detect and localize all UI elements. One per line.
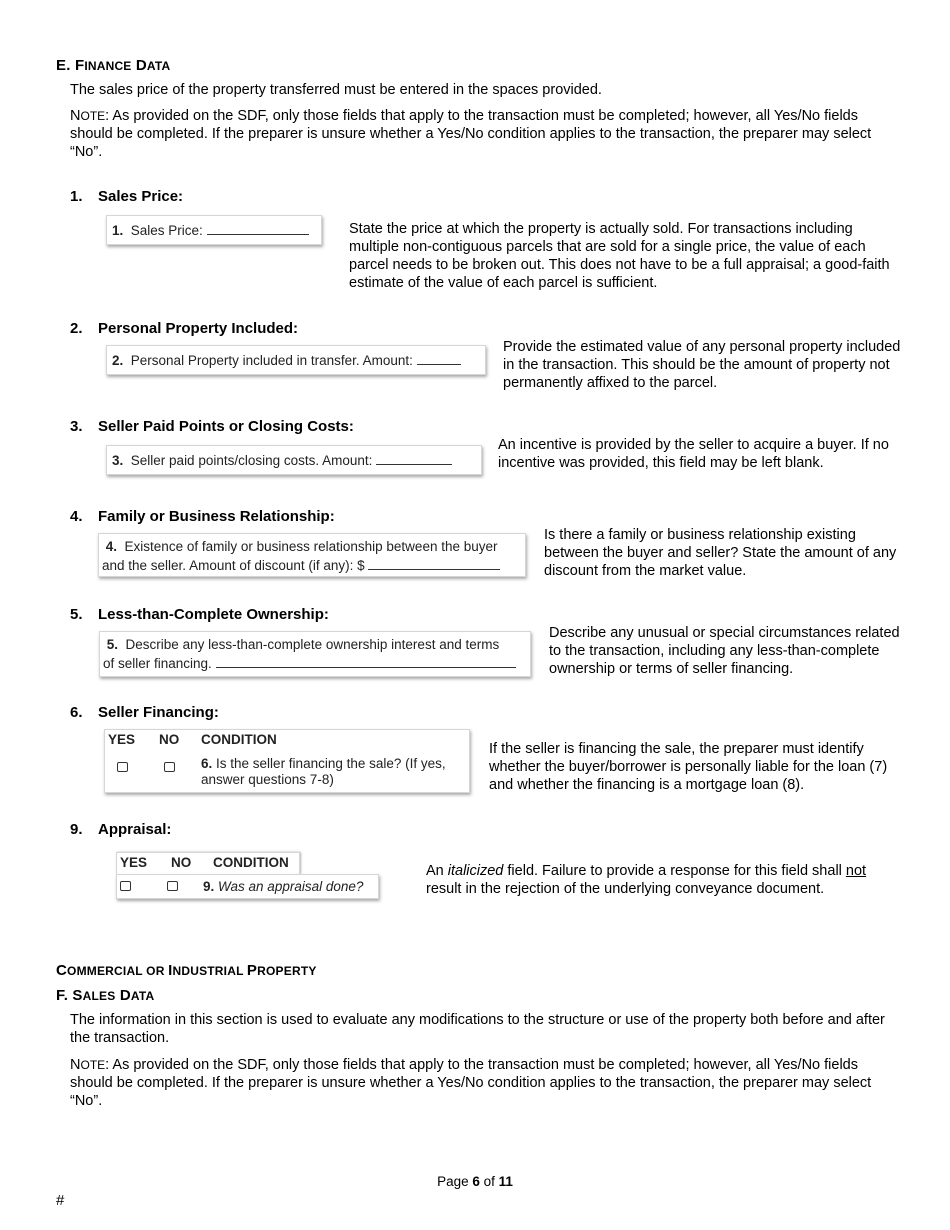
appraisal-header-snippet	[116, 852, 300, 874]
item-5-heading: 5. Less-than-Complete Ownership:	[70, 606, 329, 623]
section-f-intro: The information in this section is used to evaluate any modifications to the structure or use of the property both before and after the transaction.	[70, 1012, 885, 1046]
hash-mark: #	[56, 1192, 65, 1209]
appraisal-row-snippet	[116, 874, 379, 899]
section-e-title: E. FINANCE DATA	[56, 57, 171, 74]
section-f-title: F. SALES DATA	[56, 987, 155, 1004]
col-condition: CONDITION	[213, 855, 289, 870]
blank-line	[417, 352, 461, 365]
col-yes: YES	[108, 732, 136, 747]
section-f-note: NOTE: As provided on the SDF, only those fields that apply to the transaction must be completed; however, all Yes/No fields should be completed. If the preparer is unsure whether a Yes/No condition applies to the transaction, the preparer may select “No”.	[70, 1057, 872, 1109]
condition-9-text: 9. Was an appraisal done?	[203, 879, 364, 894]
ownership-form-snippet: 5. Describe any less-than-complete ownership interest and terms of seller financing.	[99, 631, 531, 677]
condition-6-text: 6. Is the seller financing the sale? (If yes, answer questions 7-8)	[201, 756, 446, 787]
col-no: NO	[171, 855, 192, 870]
blank-line	[207, 222, 309, 235]
personal-property-form-snippet: 2. Personal Property included in transfer. Amount:	[106, 345, 486, 375]
seller-points-form-snippet: 3. Seller paid points/closing costs. Amount:	[106, 445, 482, 475]
sales-price-form-snippet: 1. Sales Price:	[106, 215, 322, 245]
item-1-heading: 1. Sales Price:	[70, 188, 184, 205]
item-5-description: Describe any unusual or special circumstances related to the transaction, including any less-than-complete ownership or terms of seller financing.	[549, 625, 900, 677]
yes-checkbox[interactable]	[120, 881, 131, 891]
item-3-heading: 3. Seller Paid Points or Closing Costs:	[70, 418, 354, 435]
item-4-heading: 4. Family or Business Relationship:	[70, 508, 335, 525]
blank-line	[216, 655, 516, 668]
yes-checkbox[interactable]	[117, 762, 128, 772]
blank-line	[368, 557, 500, 570]
item-6-description: If the seller is financing the sale, the preparer must identify whether the buyer/borrower is personally liable for the loan (7) and whether the financing is a mortgage loan (8).	[489, 741, 888, 793]
col-condition: CONDITION	[201, 732, 277, 747]
item-2-heading: 2. Personal Property Included:	[70, 320, 299, 337]
col-no: NO	[159, 732, 180, 747]
no-checkbox[interactable]	[164, 762, 175, 772]
item-2-description: Provide the estimated value of any personal property included in the transaction. This should be the amount of property not permanently affixed to the parcel.	[503, 339, 901, 391]
item-3-description: An incentive is provided by the seller to acquire a buyer. If no incentive was provided, this field may be left blank.	[498, 437, 889, 471]
item-6-heading: 6. Seller Financing:	[70, 704, 219, 721]
section-e-note: NOTE: As provided on the SDF, only those fields that apply to the transaction must be completed; however, all Yes/No fields should be completed. If the preparer is unsure whether a Yes/No condition applies to the transaction, the preparer may select “No”.	[70, 108, 872, 160]
item-9-heading: 9. Appraisal:	[70, 821, 172, 838]
col-yes: YES	[120, 855, 148, 870]
blank-line	[376, 452, 452, 465]
item-1-description: State the price at which the property is actually sold. For transactions including multiple non-contiguous parcels that are sold for a single price, the value of each parcel needs to be broken out. This does not have to be a full appraisal; a good-faith estimate of the value of each parcel is sufficient.	[349, 221, 890, 291]
item-9-description: An italicized field. Failure to provide a response for this field shall not result in the rejection of the underlying conveyance document.	[426, 863, 867, 897]
no-checkbox[interactable]	[167, 881, 178, 891]
page-number: Page 6 of 11	[437, 1174, 513, 1189]
commercial-title: COMMERCIAL OR INDUSTRIAL PROPERTY	[56, 962, 317, 979]
seller-financing-form-snippet	[104, 729, 470, 793]
section-e-intro: The sales price of the property transferred must be entered in the spaces provided.	[70, 82, 602, 98]
relationship-form-snippet: 4. Existence of family or business relationship between the buyer and the seller. Amount of discount (if any): $	[98, 533, 526, 577]
item-4-description: Is there a family or business relationship existing between the buyer and seller? State the amount of any discount from the market value.	[544, 527, 897, 579]
